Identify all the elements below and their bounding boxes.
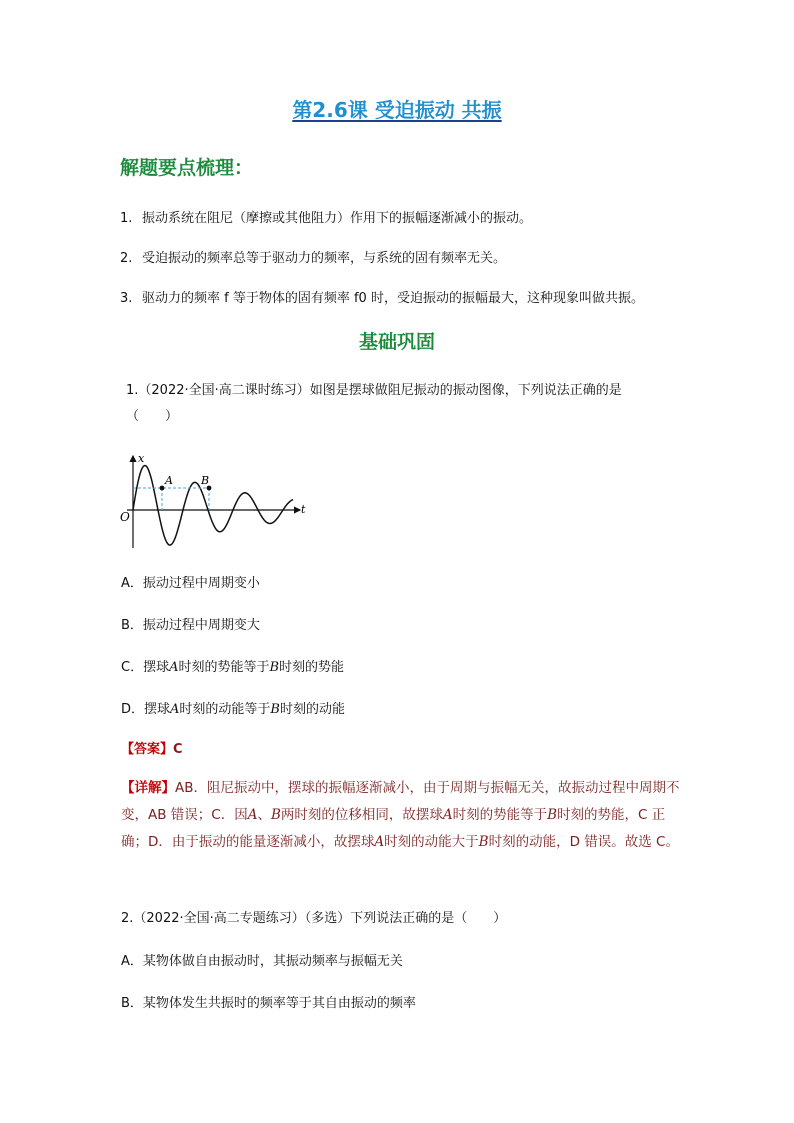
question-1-stem: 1.（2022·全国·高二课时练习）如图是摆球做阻尼振动的振动图像，下列说法正确的是 （ ） — [126, 383, 622, 424]
point-a-label: A — [165, 474, 173, 487]
x-axis-label: t — [301, 503, 306, 516]
q1-explanation: 【详解】AB．阻尼振动中，摆球的振幅逐渐减小，由于周期与振幅无关，故振动过程中周期不变，AB 错误；C．因A、B两时刻的位移相同，故摆球A时刻的势能等于B时刻的势能，C 正确；D．由于振动的能量逐渐减小，故摆球A时刻的动能大于B时刻的动能，D 错误。故选 C。 — [121, 780, 680, 850]
section-heading-key-points: 解题要点梳理： — [120, 157, 254, 179]
q1-answer: 【答案】C — [121, 742, 183, 757]
y-axis-label: x — [138, 452, 145, 465]
q1-option-a: A．振动过程中周期变小 — [121, 576, 260, 591]
key-point-1: 1. 振动系统在阻尼（摩擦或其他阻力）作用下的振幅逐渐减小的振动。 — [120, 211, 533, 226]
page-title: 第2.6课 受迫振动 共振 — [292, 98, 502, 122]
section-heading-basics: 基础巩固 — [358, 331, 435, 353]
origin-label: O — [120, 510, 130, 524]
q1-option-b: B．振动过程中周期变大 — [121, 618, 260, 633]
q2-option-a: A．某物体做自由振动时，其振动频率与振幅无关 — [121, 954, 403, 969]
q1-option-c: C．摆球A时刻的势能等于B时刻的势能 — [121, 660, 345, 675]
damped-oscillation-graph — [115, 450, 315, 550]
point-b-label: B — [201, 474, 210, 487]
damped-wave-curve — [133, 466, 293, 546]
q2-option-b: B．某物体发生共振时的频率等于其自由振动的频率 — [121, 996, 416, 1011]
key-point-3: 3. 驱动力的频率 f 等于物体的固有频率 f0 时，受迫振动的振幅最大，这种现象叫做共振。 — [120, 291, 644, 306]
key-point-2: 2. 受迫振动的频率总等于驱动力的频率，与系统的固有频率无关。 — [120, 251, 507, 266]
q1-option-d: D．摆球A时刻的动能等于B时刻的动能 — [121, 702, 345, 717]
question-2-stem: 2.（2022·全国·高二专题练习）（多选）下列说法正确的是（ ） — [121, 911, 507, 926]
point-a-marker — [160, 486, 165, 491]
